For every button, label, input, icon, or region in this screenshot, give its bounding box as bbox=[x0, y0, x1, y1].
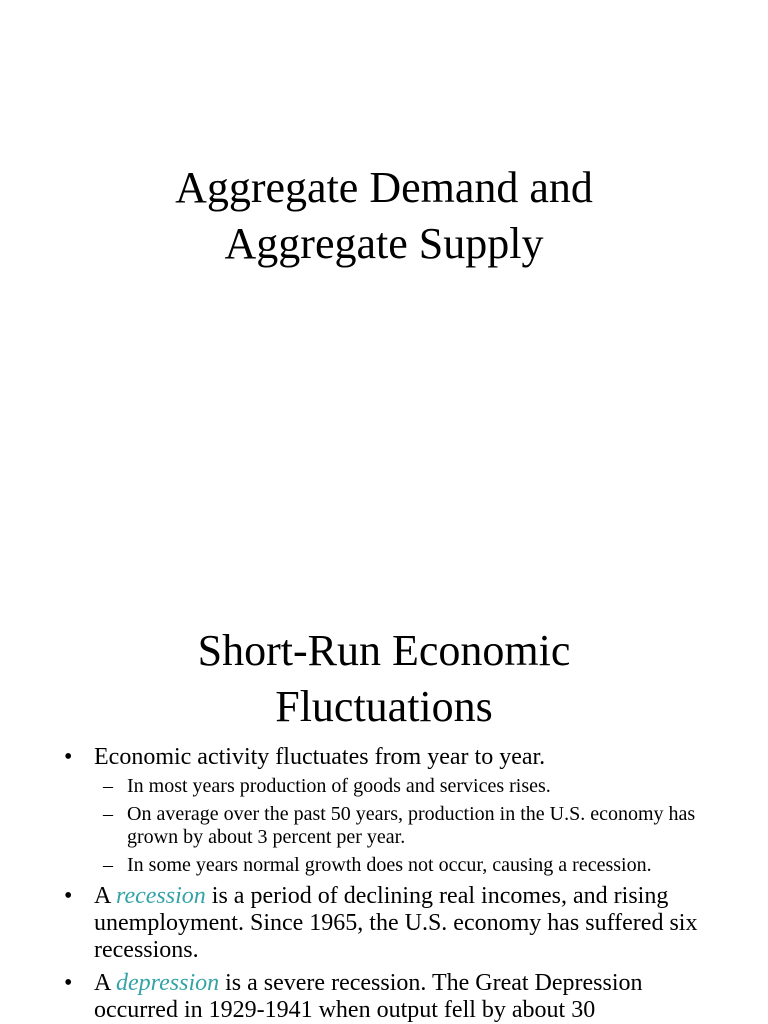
title-line-1: Short-Run Economic bbox=[197, 626, 571, 675]
slide-title-aggregate-demand bbox=[0, 160, 768, 272]
sub-bullet-production-rises bbox=[94, 775, 708, 798]
sub-bullet-text: On average over the past 50 years, production in the U.S. economy has grown by about 3 percent per year. bbox=[127, 803, 696, 848]
bullet-text: is a severe recession. The Great Depression occurred in 1929-1941 when output fell by about 30 bbox=[94, 970, 643, 1023]
bullet-economic-activity bbox=[0, 744, 768, 877]
sub-bullet-list bbox=[94, 775, 708, 877]
bullet-text: Economic activity fluctuates from year to year. bbox=[94, 744, 546, 770]
bullet-text: is a period of declining real incomes, and rising unemployment. Since 1965, the U.S. economy has suffered six recessions. bbox=[94, 883, 698, 963]
bullet-prefix: A bbox=[94, 883, 117, 909]
title-line-1: Aggregate Demand and bbox=[175, 163, 593, 212]
term-recession: recession bbox=[116, 883, 206, 909]
title-line-2: Aggregate Supply bbox=[224, 219, 544, 268]
bullet-marker: • bbox=[64, 970, 73, 996]
bullet-marker: • bbox=[64, 883, 73, 909]
sub-bullet-marker: – bbox=[103, 854, 113, 876]
title-line-2: Fluctuations bbox=[275, 682, 493, 731]
bullet-depression-definition bbox=[0, 970, 768, 1024]
sub-bullet-text: In some years normal growth does not occur, causing a recession. bbox=[127, 854, 652, 876]
sub-bullet-text: In most years production of goods and services rises. bbox=[127, 775, 551, 797]
bullet-recession-definition bbox=[0, 883, 768, 964]
term-depression: depression bbox=[116, 970, 220, 996]
slide-title-short-run-fluctuations bbox=[0, 623, 768, 735]
bullet-prefix: A bbox=[94, 970, 117, 996]
sub-bullet-average-growth bbox=[94, 803, 708, 849]
sub-bullet-marker: – bbox=[103, 775, 113, 797]
sub-bullet-marker: – bbox=[103, 803, 113, 825]
bullet-marker: • bbox=[64, 744, 73, 770]
bullet-list bbox=[0, 744, 768, 1024]
sub-bullet-recession-years bbox=[94, 854, 708, 877]
